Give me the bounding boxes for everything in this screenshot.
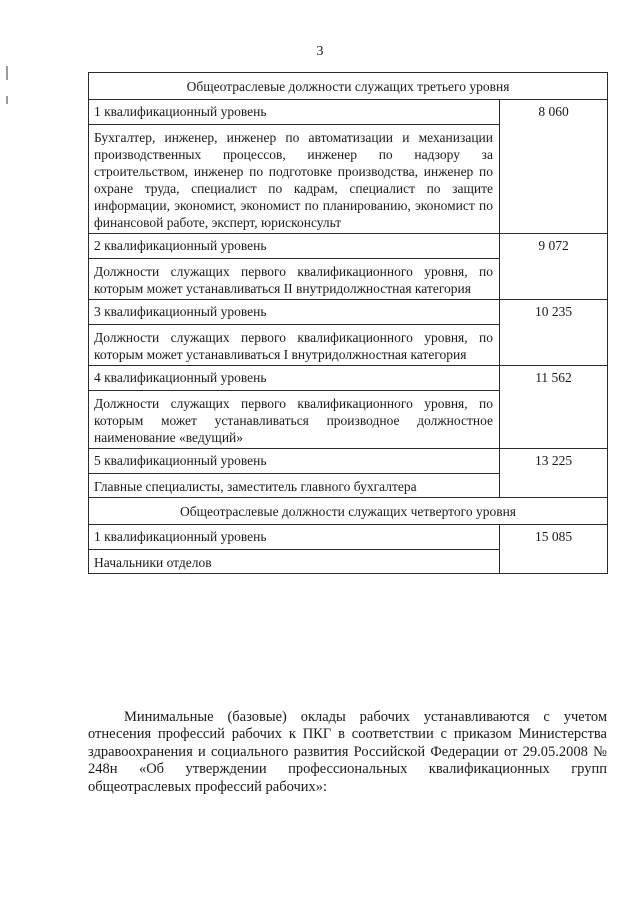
page-number: 3	[316, 44, 324, 59]
table-row	[89, 366, 608, 391]
qualification-level: 1 квалификационный уровень	[89, 525, 500, 550]
salary-value: 13 225	[500, 449, 608, 498]
table-row	[89, 525, 608, 550]
margin-mark	[6, 96, 8, 104]
table-row	[89, 100, 608, 125]
position-description: Бухгалтер, инженер, инженер по автоматизации и механизации производственных процессов, инженер по надзору за строительством, инженер по подготовке производства, инженер по охране труда, специалист по кадрам, специалист по защите информации, экономист, экономист по планированию, экономист по финансовой работе, эксперт, юрисконсульт	[89, 125, 500, 234]
table-row	[89, 234, 608, 259]
body-paragraph: Минимальные (базовые) оклады рабочих устанавливаются с учетом отнесения профессий рабочих к ПКГ в соответствии с приказом Министерства здравоохранения и социального развития Российской Федерации от 29.05.2008 № 248н «Об утверждении профессиональных квалификационных групп общеотраслевых профессий рабочих»:	[88, 708, 607, 795]
group-header: Общеотраслевые должности служащих третьего уровня	[89, 73, 608, 100]
qualification-level: 3 квалификационный уровень	[89, 300, 500, 325]
qualification-level: 1 квалификационный уровень	[89, 100, 500, 125]
salary-value: 8 060	[500, 100, 608, 234]
position-description: Главные специалисты, заместитель главного бухгалтера	[89, 474, 500, 498]
qualification-level: 4 квалификационный уровень	[89, 366, 500, 391]
position-description: Должности служащих первого квалификационного уровня, по которым может устанавливаться II внутридолжностная категория	[89, 259, 500, 300]
table-row	[89, 449, 608, 474]
group-header-row	[89, 498, 608, 525]
group-header-row	[89, 73, 608, 100]
position-description: Должности служащих первого квалификационного уровня, по которым может устанавливаться производное должностное наименование «ведущий»	[89, 391, 500, 449]
group-header: Общеотраслевые должности служащих четвертого уровня	[89, 498, 608, 525]
salary-value: 9 072	[500, 234, 608, 300]
salary-value: 10 235	[500, 300, 608, 366]
margin-mark	[6, 66, 8, 80]
salary-value: 15 085	[500, 525, 608, 574]
qualification-level: 5 квалификационный уровень	[89, 449, 500, 474]
table-row	[89, 300, 608, 325]
salary-table	[88, 72, 608, 574]
qualification-level: 2 квалификационный уровень	[89, 234, 500, 259]
position-description: Начальники отделов	[89, 550, 500, 574]
salary-value: 11 562	[500, 366, 608, 449]
position-description: Должности служащих первого квалификационного уровня, по которым может устанавливаться I внутридолжностная категория	[89, 325, 500, 366]
